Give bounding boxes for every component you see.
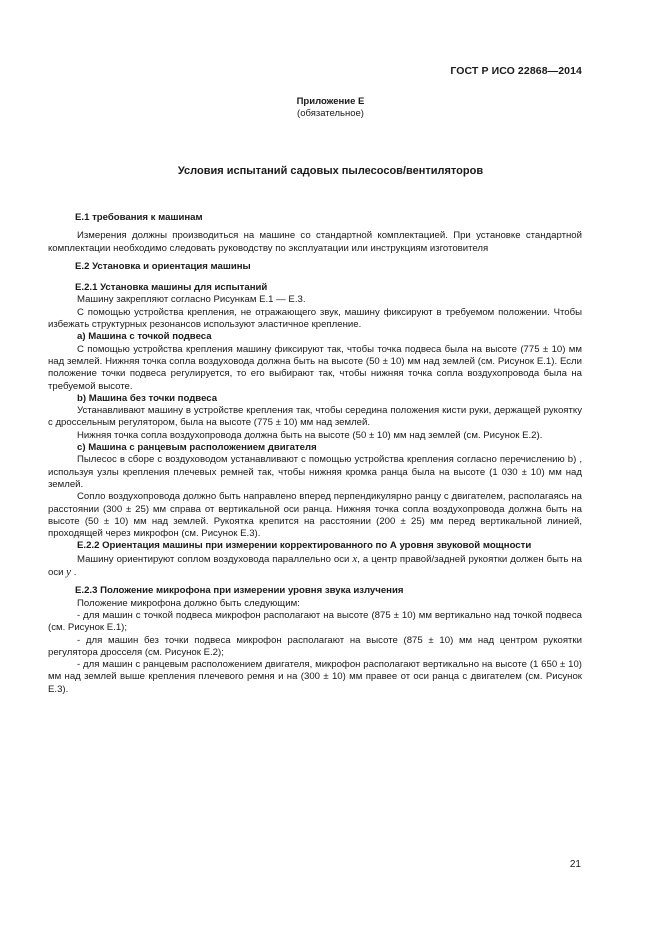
section-e22-heading: Е.2.2 Ориентация машины при измерении корректированного по А уровня звуковой мощности [77, 540, 532, 552]
item-c-heading: с) Машина с ранцевым расположением двигателя [77, 442, 317, 454]
item-b-p1: Устанавливают машину в устройстве крепления так, чтобы середина положения кисти руки, держащей рукоятку с дроссельным регулятором, была на высоте (775 ± 10) мм над землей. [48, 405, 582, 429]
e22-text-part2: , а центр правой/задней рукоятки должен быть на оси [48, 553, 582, 579]
axis-x-label: x [352, 552, 358, 565]
section-e1-text: Измерения должны производиться на машине со стандартной комплектацией. При установке стандартной комплектации необходимо следовать руководству по эксплуатации или инструкциям изготовителя [48, 230, 582, 254]
item-c-p1: Пылесос в сборе с воздуховодом устанавливают с помощью устройства крепления согласно перечислению b) , используя узлы крепления плечевых ремней так, чтобы нижняя кромка ранца была на высоте (1 030 ± 10) мм над землей. [48, 454, 582, 490]
section-e22-text [48, 553, 582, 580]
section-e23-intro: Положение микрофона должно быть следующим: [77, 597, 300, 609]
page-number: 21 [569, 859, 581, 870]
section-e21-p1: Машину закрепляют согласно Рисункам Е.1 — Е.3. [77, 294, 306, 306]
section-e2-heading: Е.2 Установка и ориентация машины [75, 260, 251, 272]
section-e23-item1: - для машин с точкой подвеса микрофон располагают на высоте (875 ± 10) мм вертикально над точкой подвеса (см. Рисунок Е.1); [48, 609, 582, 634]
section-e23-heading: Е.2.3 Положение микрофона при измерении уровня звука излучения [75, 585, 404, 597]
document-body [48, 212, 582, 696]
appendix-subtitle: (обязательное) [297, 108, 364, 119]
item-c-p2: Сопло воздухопровода должно быть направлено вперед перпендикулярно ранцу с двигателем, располагаясь на расстоянии (300 ± 25) мм справа от вертикальной оси ранца. Нижняя точка сопла воздухопровода должна быть на высоте (50 ± 10) мм над землей. Рукоятка крепится на расстоянии (200 ± 25) мм перед вертикальной линией, проходящей через микрофон (см. Рисунок Е.3). [48, 491, 582, 540]
e22-text-part1: Машину ориентируют соплом воздуховода параллельно оси [77, 553, 350, 565]
section-e21-p2: С помощью устройства крепления, не отражающего звук, машину фиксируют в требуемом положении. Чтобы избежать структурных резонансов используют эластичное крепление. [48, 306, 582, 331]
item-a-heading: а) Машина с точкой подвеса [77, 331, 212, 343]
document-title: Условия испытаний садовых пылесосов/вентиляторов [177, 165, 484, 177]
section-e23-item3: - для машин с ранцевым расположением двигателя, микрофон располагают вертикально на высоте (1 650 ± 10) мм над землей выше крепления плечевого ремня и на (300 ± 10) мм правее от оси ранца с двигателем (см. Рисунок Е.3). [48, 659, 582, 695]
item-b-p2: Нижняя точка сопла воздухопровода должна быть на высоте (50 ± 10) мм над землей (см. Рисунок Е.2). [77, 429, 543, 441]
standard-number: ГОСТ Р ИСО 22868—2014 [450, 65, 582, 77]
section-e21-heading: Е.2.1 Установка машины для испытаний [75, 282, 268, 294]
item-b-heading: b) Машина без точки подвеса [77, 392, 218, 404]
axis-y-label: y [66, 566, 72, 579]
item-a-text: С помощью устройства крепления машину фиксируют так, чтобы точка подвеса была на высоте (775 ± 10) мм над землей. Нижняя точка сопла воздуховода должна быть на высоте (50 ± 10) мм над землей (см. Рисунок Е.1). Если положение точки подвеса регулируется, то его выбирают так, чтобы нижняя точка сопла воздухопровода была на требуемой высоте. [48, 343, 582, 392]
appendix-title: Приложение Е [296, 96, 365, 107]
section-e23-item2: - для машин без точки подвеса микрофон располагают на высоте (875 ± 10) мм над центром рукоятки регулятора дросселя (см. Рисунок Е.2); [48, 634, 582, 658]
e22-text-part3: . [73, 567, 77, 579]
section-e1-heading: Е.1 требования к машинам [75, 212, 203, 223]
